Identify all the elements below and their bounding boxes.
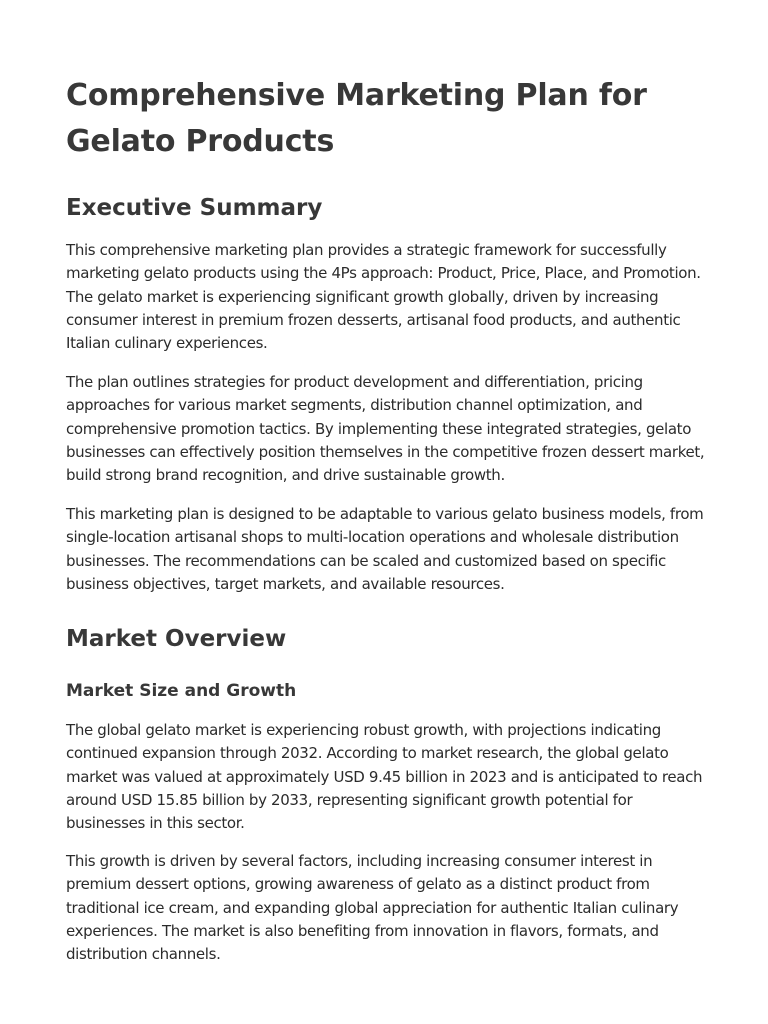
paragraph: This growth is driven by several factors, including increasing consumer interest in premium dessert options, growing awareness of gelato as a distinct product from traditional ice cream, and expanding global appreciation for authentic Italian culinary experiences. The market is also benefiting from innovation in flavors, formats, and distribution channels. <box>66 852 679 964</box>
section-heading-market-overview: Market Overview <box>66 626 287 652</box>
section-heading-executive-summary: Executive Summary <box>66 195 323 221</box>
paragraph: This comprehensive marketing plan provides a strategic framework for successfully marketing gelato products using the 4Ps approach: Product, Price, Place, and Promotion. The gelato market is experiencing significant growth globally, driven by increasing consumer interest in premium frozen desserts, artisanal food products, and authentic Italian culinary experiences. <box>66 241 701 353</box>
paragraph: This marketing plan is designed to be adaptable to various gelato business models, from single-location artisanal shops to multi-location operations and wholesale distribution businesses. The recommendations can be scaled and customized based on specific business objectives, target markets, and available resources. <box>66 505 704 593</box>
paragraph: The plan outlines strategies for product development and differentiation, pricing approaches for various market segments, distribution channel optimization, and comprehensive promotion tactics. By implementing these integrated strategies, gelato businesses can effectively position themselves in the competitive frozen dessert market, build strong brand recognition, and drive sustainable growth. <box>66 373 705 485</box>
page-title: Comprehensive Marketing Plan for Gelato Products <box>66 78 647 159</box>
paragraph: The global gelato market is experiencing robust growth, with projections indicating continued expansion through 2032. According to market research, the global gelato market was valued at approximately USD 9.45 billion in 2023 and is anticipated to reach around USD 15.85 billion by 2033, representing significant growth potential for businesses in this sector. <box>66 721 703 833</box>
subsection-heading-market-size-and-growth: Market Size and Growth <box>66 681 297 701</box>
